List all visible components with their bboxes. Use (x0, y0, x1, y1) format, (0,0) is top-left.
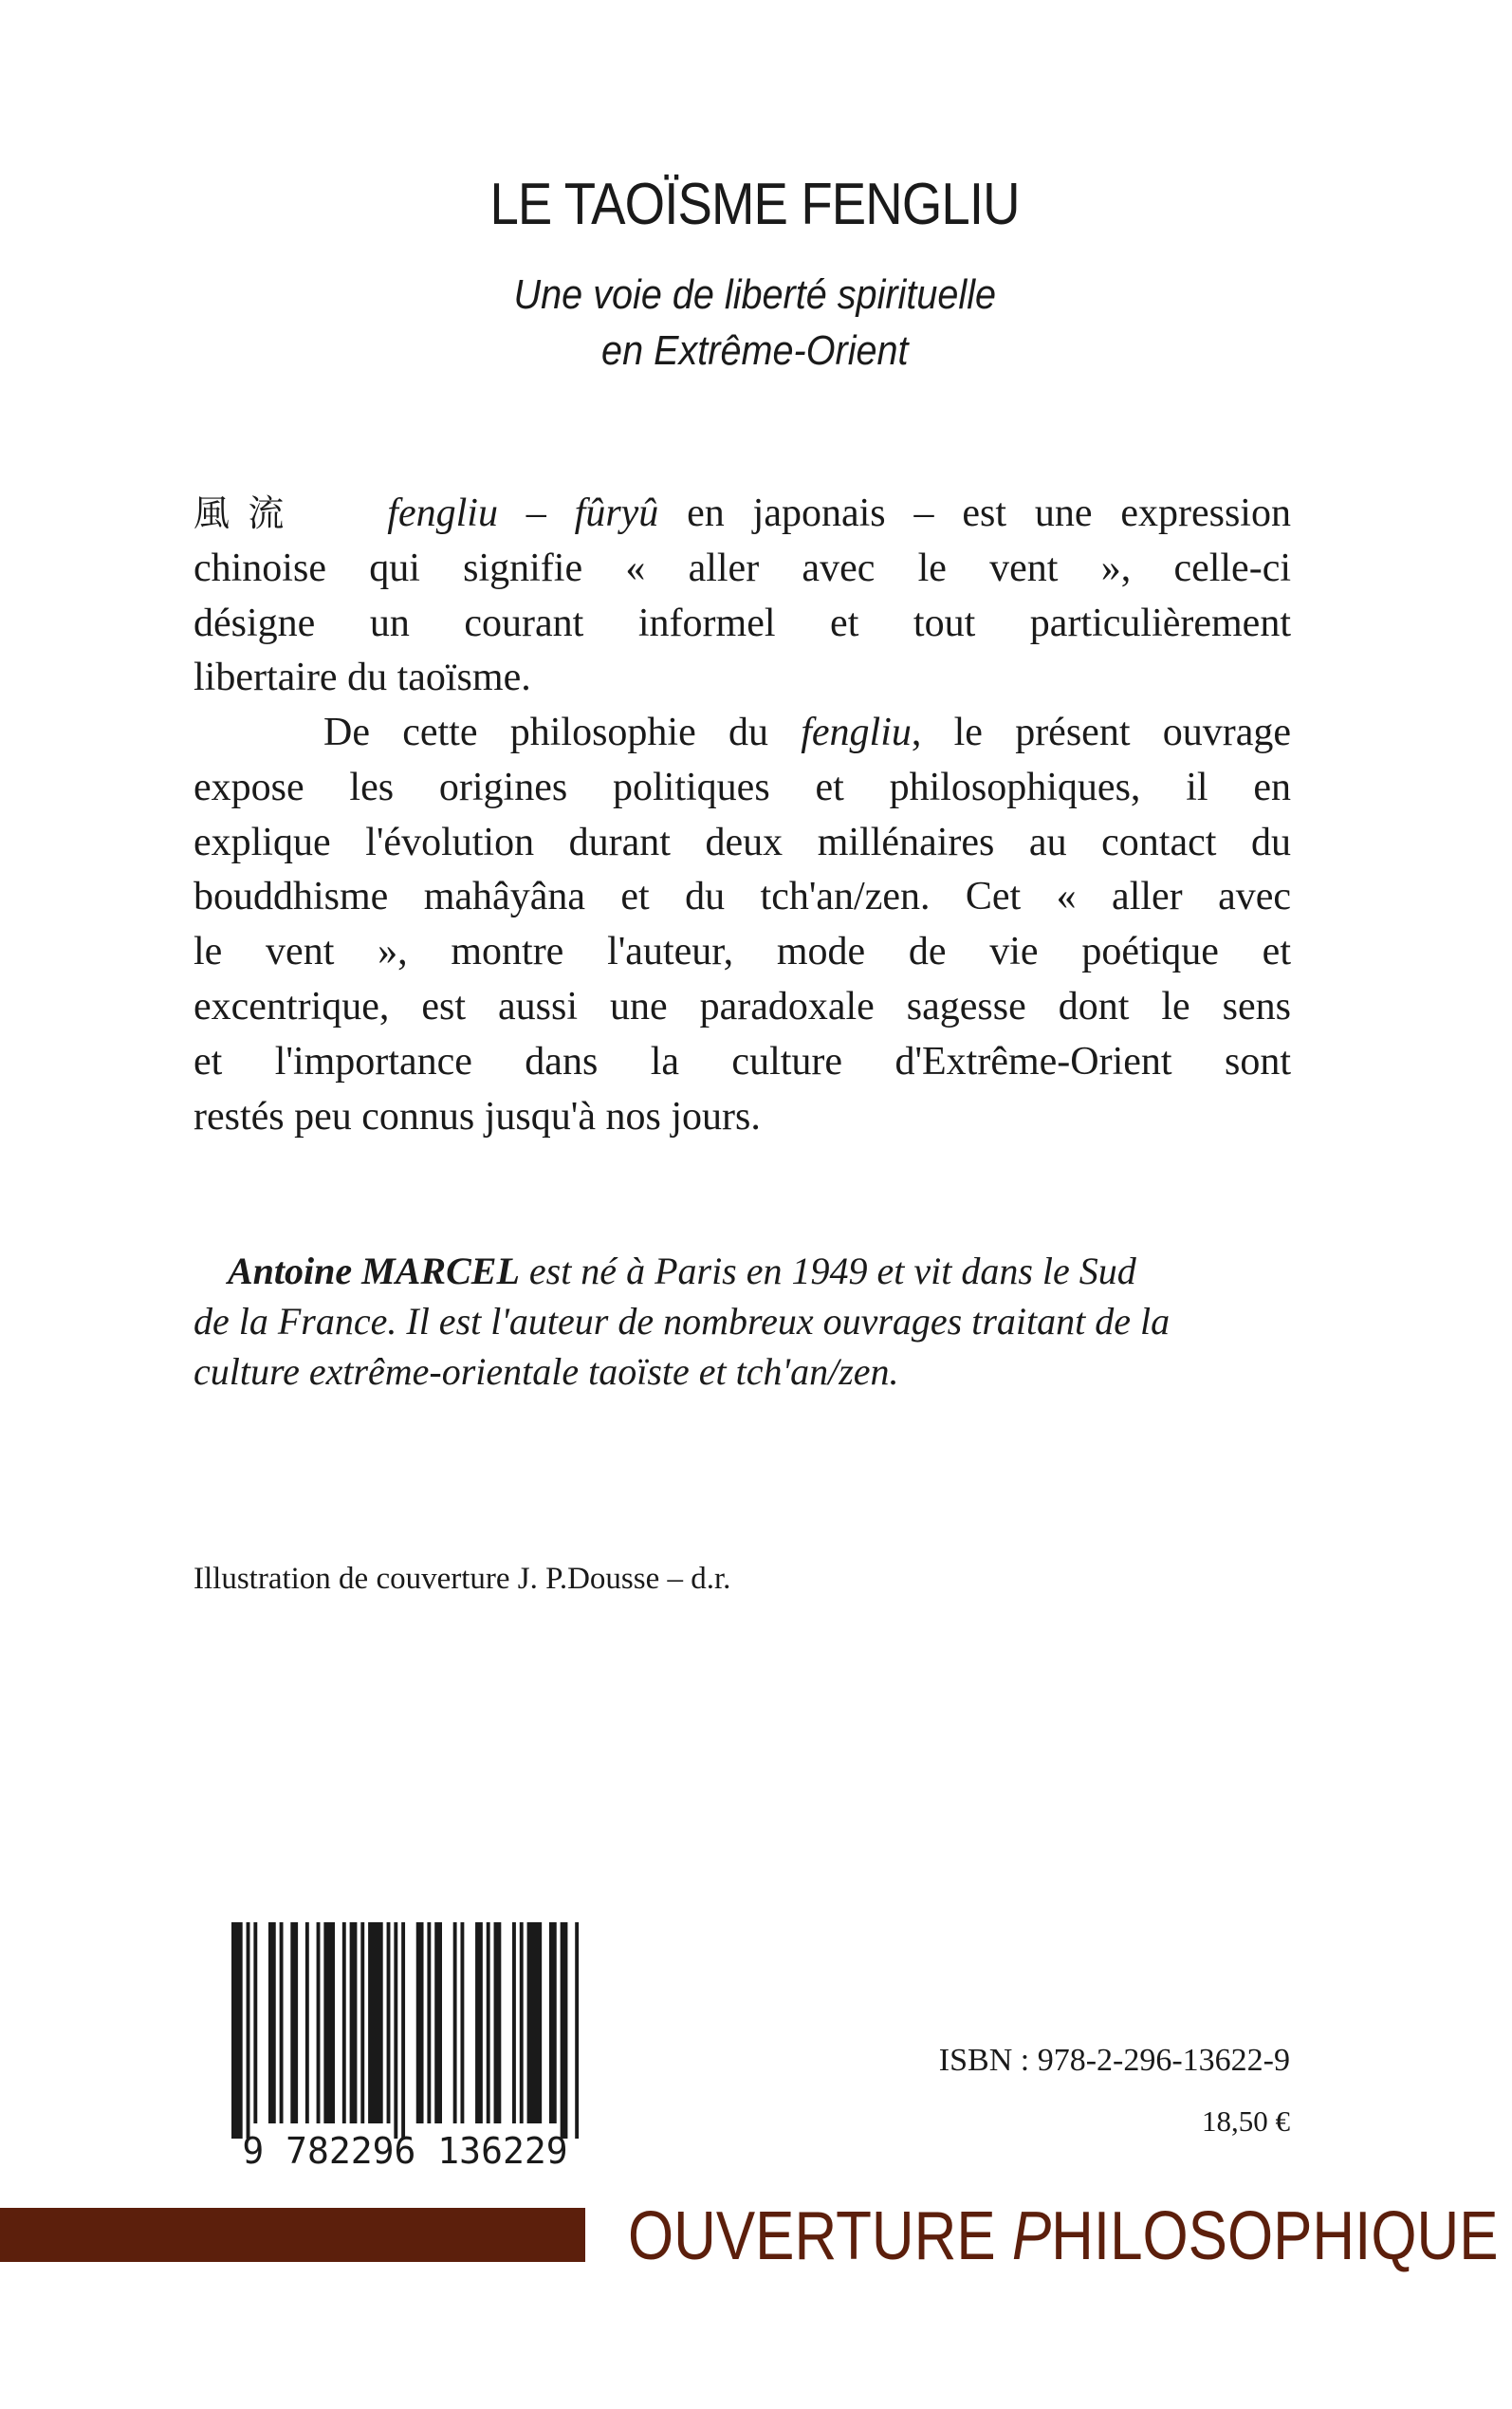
barcode-bar (434, 1922, 442, 2123)
barcode-bar (549, 1922, 557, 2123)
illustration-credit: Illustration de couverture J. P.Dousse – d.r. (194, 1562, 731, 1596)
text-line: le vent », montre l'auteur, mode de vie poétique et (194, 930, 1291, 974)
author-name: Antoine MARCEL (228, 1250, 520, 1292)
barcode (211, 1922, 600, 2169)
author-bio (194, 1246, 1291, 1397)
barcode-bar (561, 1922, 568, 2139)
text-line: bouddhisme mahâyâna et du tch'an/zen. Cet « aller avec (194, 875, 1291, 919)
barcode-bar (280, 1922, 284, 2123)
barcode-bar (520, 1922, 524, 2123)
text-line: expose les origines politiques et philosophiques, il en (194, 765, 1291, 809)
price: 18,50 € (1202, 2104, 1290, 2138)
text-line: chinoise qui signifie « aller avec le vent », celle-ci (194, 546, 1291, 590)
barcode-bar (494, 1922, 502, 2123)
text-line: désigne un courant informel et tout particulièrement (194, 601, 1291, 645)
barcode-bar (305, 1922, 309, 2123)
text-line (194, 487, 1291, 542)
bio-line: de la France. Il est l'auteur de nombreux ouvrages traitant de la (194, 1300, 1171, 1343)
chinese-characters: 風流 (194, 492, 303, 534)
bio-line (194, 1246, 1291, 1296)
term-fengliu: fengliu (801, 711, 912, 754)
barcode-bar (453, 1922, 457, 2123)
barcode-bar (416, 1922, 424, 2123)
barcode-bar (247, 1922, 250, 2139)
barcode-bar (290, 1922, 298, 2123)
barcode-bar (475, 1922, 483, 2123)
description-paragraph-2 (194, 706, 1291, 1144)
text-span: en japonais – est une expression (658, 491, 1291, 535)
barcode-bar (487, 1922, 490, 2123)
text-line: et l'importance dans la culture d'Extrême-Orient sont (194, 1039, 1291, 1084)
text-span: , le présent ouvrage (911, 711, 1291, 754)
barcode-bar (527, 1922, 543, 2123)
barcode-bar (268, 1922, 276, 2123)
barcode-bar (253, 1922, 257, 2123)
text-line: libertaire du taoïsme. (194, 656, 531, 700)
book-subtitle-line2: en Extrême-Orient (601, 327, 909, 374)
barcode-digits: 9 782296 136229 (242, 2130, 568, 2169)
collection-color-bar (0, 2208, 585, 2262)
term-fengliu: fengliu – fûryû (387, 491, 659, 535)
barcode-bar (317, 1922, 321, 2123)
barcode-bar (460, 1922, 464, 2123)
collection-part: OUVERTURE (628, 2198, 1012, 2274)
barcode-bar (575, 1922, 579, 2139)
isbn: ISBN : 978-2-296-13622-9 (938, 2043, 1290, 2078)
text-line: explique l'évolution durant deux millénaires au contact du (194, 820, 1291, 864)
barcode-bar (512, 1922, 516, 2123)
barcode-bars (231, 1922, 579, 2139)
barcode-bar (401, 1922, 405, 2139)
description-paragraph-1 (194, 487, 1291, 706)
collection-name (628, 2197, 1499, 2275)
text-span: De cette philosophie du (323, 711, 802, 754)
barcode-bar (368, 1922, 383, 2123)
barcode-bar (350, 1922, 358, 2123)
barcode-bar (360, 1922, 364, 2123)
bio-line: culture extrême-orientale taoïste et tch'an/zen. (194, 1350, 899, 1393)
collection-part: P (1011, 2198, 1052, 2274)
barcode-bar (323, 1922, 335, 2123)
text-span: est né à Paris en 1949 et vit dans le Sud (519, 1250, 1136, 1292)
barcode-bar (394, 1922, 397, 2139)
text-line (194, 706, 1291, 761)
book-title: LE TAOÏSME FENGLIU (489, 172, 1020, 237)
barcode-bar (342, 1922, 346, 2123)
book-subtitle-line1: Une voie de liberté spirituelle (513, 271, 997, 318)
barcode-bar (427, 1922, 431, 2123)
collection-part: HILOSOPHIQUE (1051, 2198, 1499, 2274)
text-line: excentrique, est aussi une paradoxale sagesse dont le sens (194, 984, 1291, 1028)
barcode-bar (387, 1922, 391, 2123)
text-line: restés peu connus jusqu'à nos jours. (194, 1094, 761, 1139)
barcode-bar (231, 1922, 243, 2139)
